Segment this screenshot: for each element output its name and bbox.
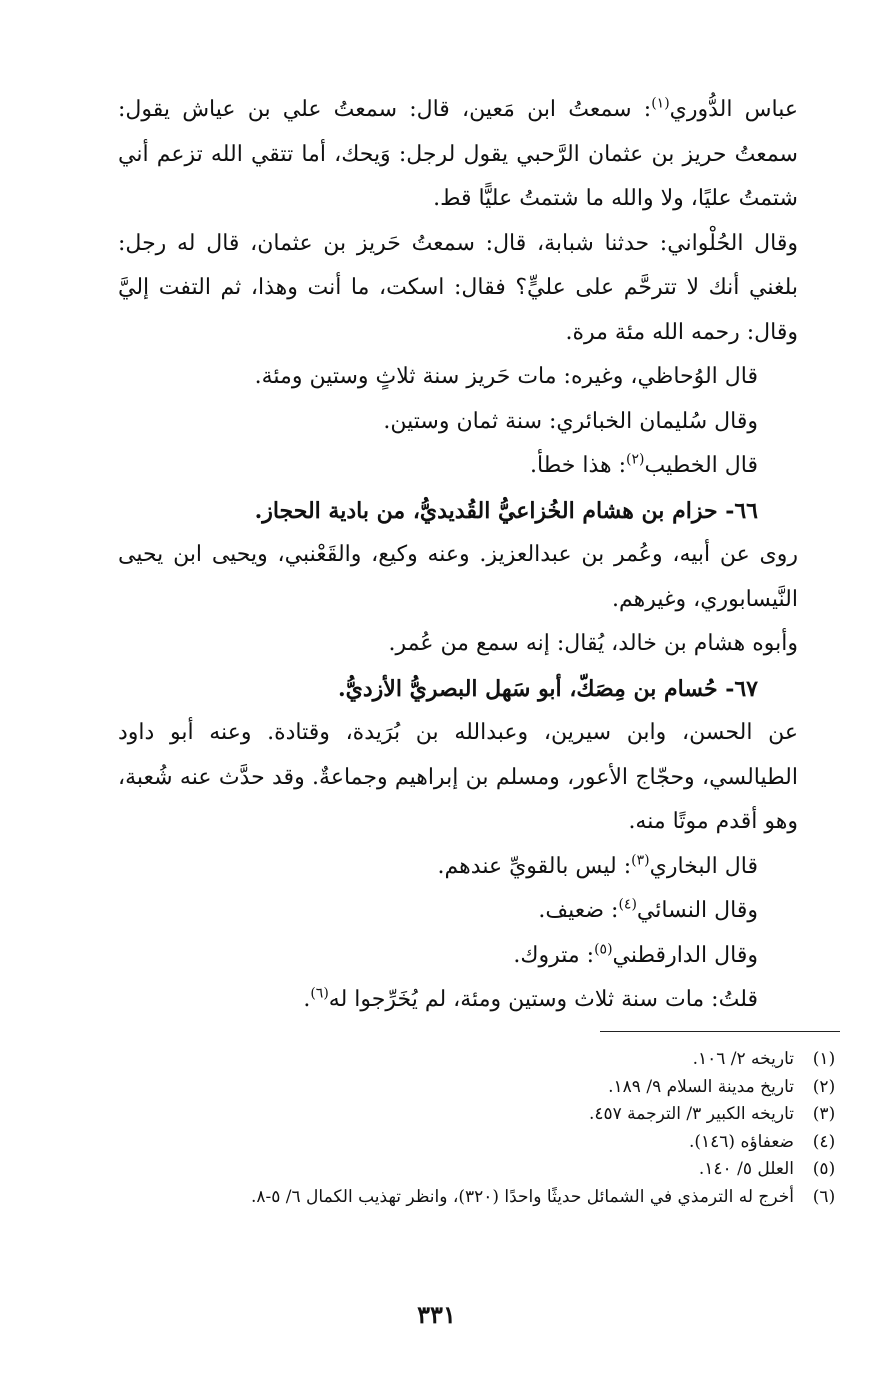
footnote-ref[interactable]: (٦): [310, 985, 329, 1002]
footnote-text: العلل ٥/ ١٤٠.: [698, 1159, 794, 1179]
text-segment: .: [303, 987, 311, 1012]
footnote-number: (٢): [812, 1076, 836, 1097]
footnote-item: [130, 1129, 840, 1157]
text-segment: وقال الدارقطني: [612, 942, 758, 968]
footnote-item: [130, 1156, 840, 1184]
footnote-ref[interactable]: (٤): [618, 896, 637, 913]
paragraph-father: وأبوه هشام بن خالد، يُقال: إنه سمع من عُمر.: [388, 631, 798, 656]
footnote-text: تاريخه الكبير ٣/ الترجمة ٤٥٧.: [588, 1104, 794, 1124]
paragraph-qultu: [118, 978, 838, 1023]
text-segment: : هذا خطأ.: [530, 453, 627, 478]
paragraph-bukhari: [118, 845, 838, 890]
footnote-number: (٣): [812, 1104, 836, 1124]
footnote-ref[interactable]: (١): [651, 95, 670, 112]
footnote-item: [130, 1074, 840, 1102]
footnote-text: تاريخ مدينة السلام ٩/ ١٨٩.: [608, 1076, 794, 1097]
footnotes: [130, 1046, 840, 1211]
text-segment: قال الخطيب: [644, 453, 758, 478]
footnote-ref[interactable]: (٥): [594, 941, 613, 958]
paragraph-hulwani: وقال الحُلْواني: حدثنا شبابة، قال: سمعتُ حَريز بن عثمان، قال له رجل: بلغني أنك لا تترحَّم على عليٍّ؟ فقال: اسكت، ما أنت وهذا، ثم التفت إليَّ وقال: رحمه الله مئة مرة.: [118, 230, 798, 345]
paragraph-daraqutni: [118, 934, 838, 979]
text-segment: قلتُ: مات سنة ثلاث وستين ومئة، لم يُخَرِّجوا له: [328, 987, 758, 1012]
text-segment: : ضعيف.: [538, 898, 619, 923]
footnote-item: [130, 1184, 840, 1212]
text-segment: قال البخاري: [649, 853, 758, 879]
page-number: ٣٣١: [417, 1300, 456, 1329]
entry-heading-67: ٦٧- حُسام بن مِصَكّ، أبو سَهل البصريُّ الأزديُّ.: [338, 675, 758, 702]
text-segment: : متروك.: [513, 942, 595, 968]
text-segment: عباس الدُّوري: [669, 97, 798, 122]
footnote-number: (١): [812, 1049, 836, 1069]
footnote-text: ضعفاؤه (١٤٦).: [688, 1131, 794, 1152]
footnote-text: أخرج له الترمذي في الشمائل حديثًا واحدًا (٣٢٠)، وانظر تهذيب الكمال ٦/ ٥-٨.: [250, 1186, 794, 1207]
paragraph-entry-67: عن الحسن، وابن سيرين، وعبدالله بن بُرَيدة، وقتادة. وعنه أبو داود الطيالسي، وحجّاج الأعور، ومسلم بن إبراهيم وجماعةٌ. وقد حدَّث عنه شُعبة، وهو أقدم موتًا منه.: [118, 720, 798, 834]
text-segment: : سمعتُ ابن مَعين، قال: سمعتُ علي بن عياش يقول: سمعتُ حريز بن عثمان الرَّحبي يقول لرجل: وَيحك، أما تتقي الله تزعم أني شتمتُ عليًا، ولا والله ما شتمتُ عليًّا قط.: [118, 97, 798, 211]
main-text: [118, 88, 838, 1023]
paragraph-khabairi: وقال سُليمان الخبائري: سنة ثمان وستين.: [383, 408, 758, 434]
text-segment: وقال النسائي: [636, 898, 758, 923]
footnote-item: [130, 1046, 840, 1074]
paragraph-entry-66: روى عن أبيه، وعُمر بن عبدالعزيز. وعنه وكيع، والقَعْنبي، ويحيى ابن يحيى النَّيسابوري، وغيرهم.: [118, 542, 798, 612]
footnote-number: (٤): [812, 1131, 836, 1152]
footnote-ref[interactable]: (٢): [626, 451, 645, 468]
text-segment: : ليس بالقويِّ عندهم.: [437, 853, 632, 879]
entry-heading-66: ٦٦- حزام بن هشام الخُزاعيُّ القُديديُّ، من بادية الحجاز.: [254, 497, 758, 524]
footnote-number: (٦): [812, 1186, 836, 1207]
paragraph-nasai: [118, 889, 838, 934]
footnote-ref[interactable]: (٣): [631, 852, 650, 869]
footnote-text: تاريخه ٢/ ١٠٦.: [692, 1049, 794, 1069]
footnote-item: [130, 1101, 840, 1129]
paragraph-khatib: [118, 444, 838, 489]
footnote-divider: [600, 1031, 840, 1032]
paragraph-wuhazi: قال الوُحاظي، وغيره: مات حَريز سنة ثلاثٍ وستين ومئة.: [254, 364, 758, 389]
footnote-number: (٥): [812, 1159, 836, 1179]
paragraph-doori: [118, 88, 838, 222]
